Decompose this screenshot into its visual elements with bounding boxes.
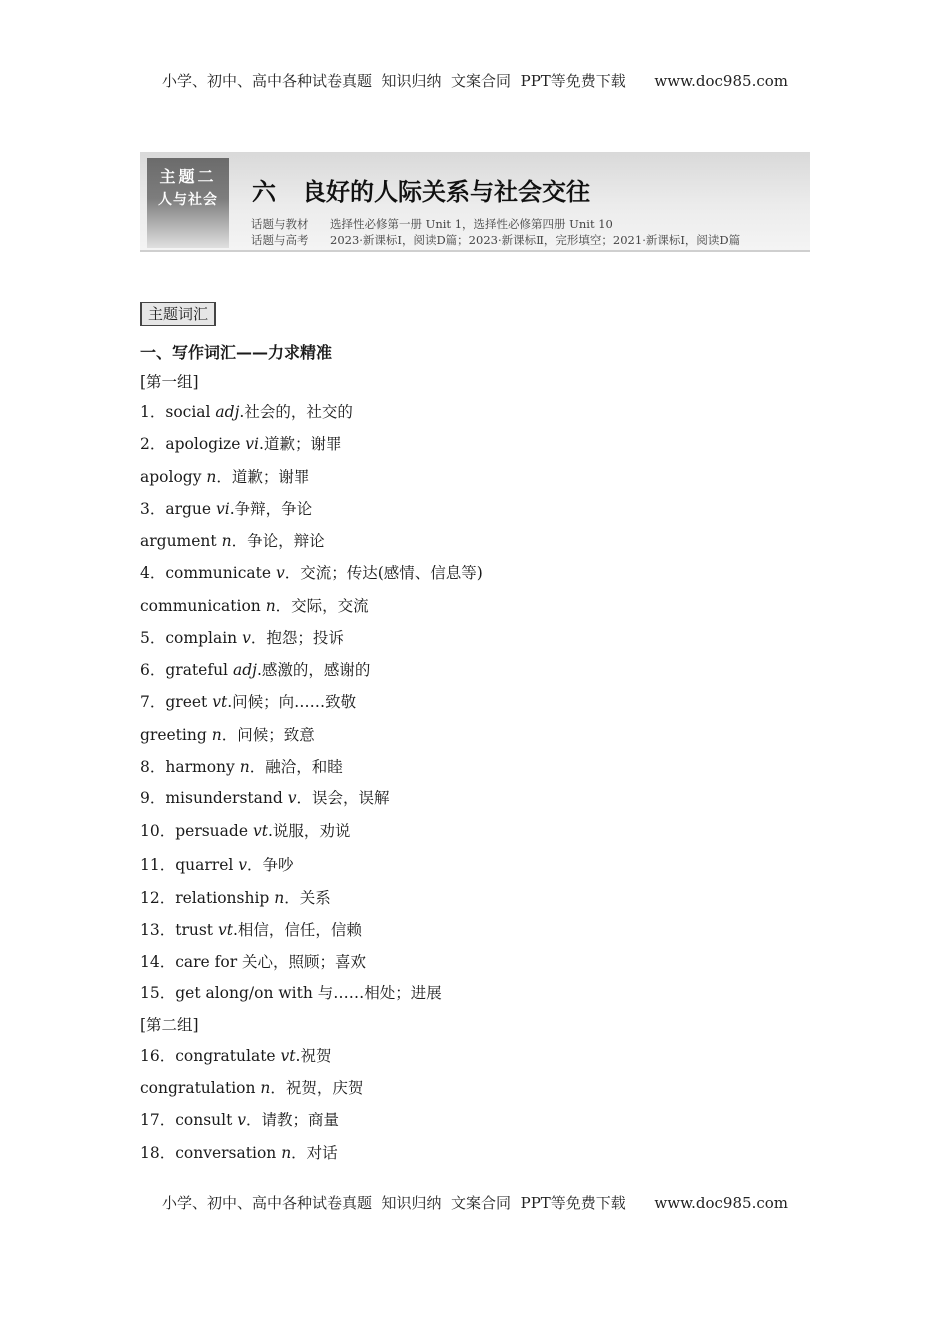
meta-textbook bbox=[251, 216, 613, 232]
vocab-meaning: ．交际，交流 bbox=[275, 597, 369, 615]
group-label: [第二组] bbox=[140, 1016, 199, 1034]
part-of-speech: v bbox=[287, 789, 297, 807]
vocab-entry bbox=[140, 594, 369, 616]
page-title bbox=[252, 172, 590, 207]
vocab-entry bbox=[140, 950, 366, 972]
vocab-meaning: ．对话 bbox=[291, 1144, 338, 1162]
vocab-word: 6．grateful bbox=[140, 661, 233, 679]
vocab-word: 3．argue bbox=[140, 500, 217, 518]
part-of-speech: vt bbox=[280, 1047, 296, 1065]
vocab-entry bbox=[140, 819, 350, 841]
part-of-speech: n bbox=[260, 1079, 271, 1097]
vocab-entry bbox=[140, 853, 294, 875]
vocab-entry bbox=[140, 755, 343, 777]
vocab-meaning: ．融洽，和睦 bbox=[249, 758, 343, 776]
chapter-number: 六 bbox=[252, 178, 276, 206]
vocab-meaning: ．关系 bbox=[284, 889, 331, 907]
meta-value: 2023·新课标Ⅰ，阅读D篇；2023·新课标Ⅱ，完形填空；2021·新课标Ⅰ，阅读D篇 bbox=[330, 233, 741, 247]
vocab-word: 14．care for 关心，照顾；喜欢 bbox=[140, 953, 367, 971]
vocab-entry bbox=[140, 981, 442, 1003]
part-of-speech: v bbox=[242, 629, 251, 647]
group-label: [第一组] bbox=[140, 373, 199, 391]
section-tag: 主题词汇 bbox=[140, 302, 216, 326]
vocab-word: 2．apologize bbox=[140, 435, 246, 453]
page-header: 小学、初中、高中各种试卷真题 知识归纳 文案合同 PPT等免费下载 www.doc985.com bbox=[161, 72, 788, 90]
vocab-entry bbox=[140, 497, 312, 519]
part-of-speech: adj bbox=[232, 661, 257, 679]
vocab-meaning: .争辩，争论 bbox=[229, 500, 313, 518]
vocab-word: 18．conversation bbox=[140, 1144, 282, 1162]
part-of-speech: vt bbox=[212, 693, 228, 711]
vocab-entry bbox=[140, 690, 356, 712]
vocab-word: 16．congratulate bbox=[140, 1047, 281, 1065]
meta-exam bbox=[251, 232, 740, 248]
part-of-speech: adj bbox=[215, 403, 240, 421]
part-of-speech: v bbox=[275, 564, 285, 582]
vocab-word: congratulation bbox=[140, 1079, 261, 1097]
vocab-meaning: .感激的，感谢的 bbox=[256, 661, 371, 679]
part-of-speech: n bbox=[265, 597, 276, 615]
vocab-entry bbox=[140, 723, 315, 745]
vocab-word: 17．consult bbox=[140, 1111, 238, 1129]
part-of-speech: vi bbox=[216, 500, 230, 518]
vocab-entry bbox=[140, 1108, 339, 1130]
meta-key: 话题与教材 bbox=[251, 217, 309, 231]
vocab-entry bbox=[140, 1141, 338, 1163]
part-of-speech: v bbox=[238, 856, 248, 874]
vocab-meaning: .说服，劝说 bbox=[267, 822, 351, 840]
theme-tag bbox=[147, 158, 229, 248]
theme-tag-line2: 人与社会 bbox=[158, 192, 218, 208]
vocab-meaning: .道歉；谢罪 bbox=[259, 435, 342, 453]
part-of-speech: n bbox=[274, 889, 285, 907]
meta-key: 话题与高考 bbox=[251, 233, 309, 247]
vocab-word: 12．relationship bbox=[140, 889, 275, 907]
vocab-entry bbox=[140, 529, 325, 551]
vocab-entry bbox=[140, 561, 483, 583]
part-of-speech: vi bbox=[245, 435, 260, 453]
vocab-word: 8．harmony bbox=[140, 758, 240, 776]
topic-banner bbox=[140, 152, 810, 252]
vocab-entry bbox=[140, 658, 370, 680]
vocab-meaning: ．请教；商量 bbox=[246, 1111, 340, 1129]
meta-value: 选择性必修第一册 Unit 1，选择性必修第四册 Unit 10 bbox=[330, 217, 613, 231]
part-of-speech: vt bbox=[217, 921, 233, 939]
vocab-meaning: .社会的，社交的 bbox=[239, 403, 353, 421]
vocab-meaning: ．争吵 bbox=[247, 856, 294, 874]
vocab-word: 7．greet bbox=[140, 693, 213, 711]
vocab-meaning: .相信，信任，信赖 bbox=[232, 921, 362, 939]
vocab-word: 15．get along/on with 与……相处；进展 bbox=[140, 984, 442, 1002]
part-of-speech: n bbox=[221, 532, 232, 550]
part-of-speech: n bbox=[206, 468, 217, 486]
vocab-word: argument bbox=[140, 532, 222, 550]
part-of-speech: v bbox=[237, 1111, 247, 1129]
vocab-entry bbox=[140, 400, 353, 422]
vocab-meaning: ．祝贺，庆贺 bbox=[270, 1079, 364, 1097]
vocab-meaning: .问候；向……致敬 bbox=[227, 693, 357, 711]
vocab-entry bbox=[140, 465, 309, 487]
part-of-speech: vt bbox=[252, 822, 268, 840]
vocab-entry bbox=[140, 626, 344, 648]
vocab-word: 9．misunderstand bbox=[140, 789, 288, 807]
vocab-word: apology bbox=[140, 468, 207, 486]
vocab-word: 4．communicate bbox=[140, 564, 276, 582]
part-of-speech: n bbox=[281, 1144, 292, 1162]
vocab-word: communication bbox=[140, 597, 266, 615]
part-of-speech: n bbox=[211, 726, 222, 744]
vocab-entry bbox=[140, 886, 331, 908]
vocab-meaning: ．抱怨；投诉 bbox=[250, 629, 344, 647]
page-footer: 小学、初中、高中各种试卷真题 知识归纳 文案合同 PPT等免费下载 www.doc985.com bbox=[161, 1194, 788, 1212]
vocab-meaning: ．交流；传达(感情、信息等) bbox=[284, 564, 483, 582]
vocab-meaning: ．争论，辩论 bbox=[231, 532, 325, 550]
vocab-word: greeting bbox=[140, 726, 212, 744]
vocab-word: 13．trust bbox=[140, 921, 218, 939]
vocab-meaning: .祝贺 bbox=[295, 1047, 332, 1065]
vocab-meaning: ．问候；致意 bbox=[221, 726, 315, 744]
vocab-meaning: ．误会，误解 bbox=[296, 789, 390, 807]
vocab-entry bbox=[140, 1044, 331, 1066]
vocab-meaning: ．道歉；谢罪 bbox=[216, 468, 310, 486]
vocab-word: 1．social bbox=[140, 403, 216, 421]
vocab-entry bbox=[140, 918, 362, 940]
vocab-entry bbox=[140, 786, 389, 808]
vocab-entry bbox=[140, 432, 341, 454]
vocab-word: 5．complain bbox=[140, 629, 243, 647]
part-of-speech: n bbox=[239, 758, 250, 776]
vocab-word: 11．quarrel bbox=[140, 856, 239, 874]
vocab-entry bbox=[140, 1076, 363, 1098]
theme-tag-line1: 主题二 bbox=[159, 167, 217, 186]
chapter-title: 良好的人际关系与社会交往 bbox=[302, 178, 590, 206]
vocab-word: 10．persuade bbox=[140, 822, 253, 840]
section-heading: 一、写作词汇——力求精准 bbox=[140, 343, 333, 362]
